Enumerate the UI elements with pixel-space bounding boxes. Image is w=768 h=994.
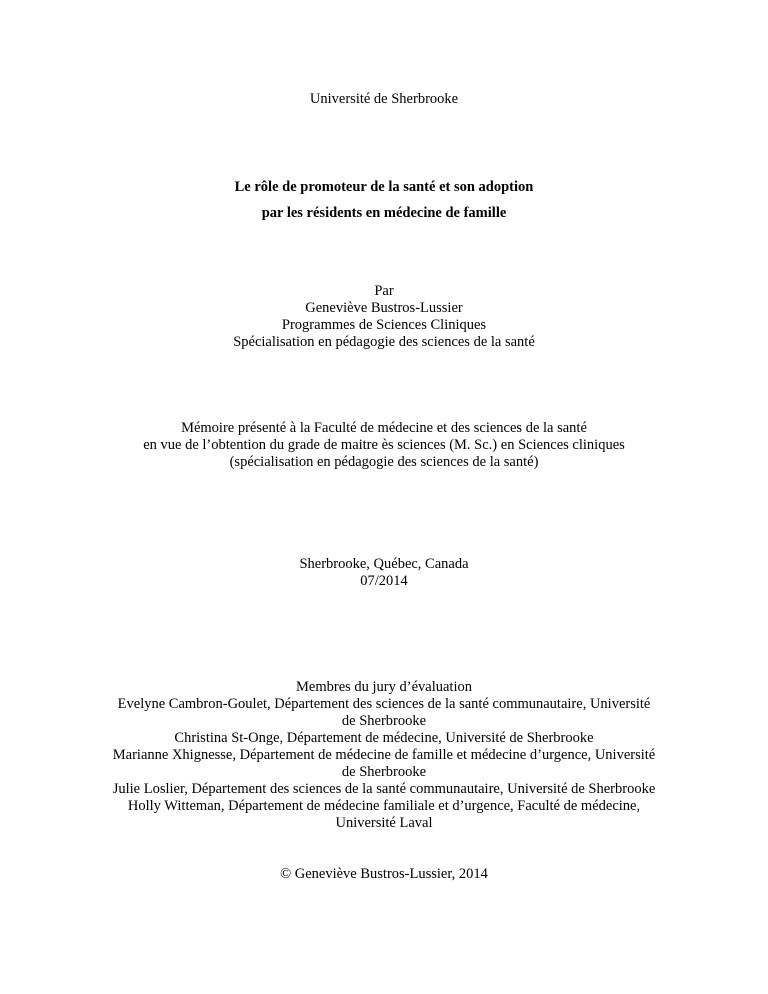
- university-header: [110, 91, 658, 108]
- copyright-text: © Geneviève Bustros-Lussier, 2014: [280, 866, 488, 882]
- author-block: [110, 283, 658, 351]
- place-date-block: [110, 556, 658, 590]
- copyright-notice: [110, 866, 658, 883]
- author-specialization: Spécialisation en pédagogie des sciences de la santé: [233, 334, 535, 350]
- author-by-label: Par: [374, 283, 394, 299]
- place-date: 07/2014: [360, 573, 408, 589]
- jury-member: Holly Witteman, Département de médecine familiale et d’urgence, Faculté de médecine, Université Laval: [127, 798, 641, 831]
- jury-member: Christina St-Onge, Département de médecine, Université de Sherbrooke: [174, 730, 594, 746]
- thesis-statement: [110, 420, 658, 471]
- thesis-statement-line-2: en vue de l’obtention du grade de maitre ès sciences (M. Sc.) en Sciences cliniques: [143, 437, 625, 453]
- thesis-title-line-1: Le rôle de promoteur de la santé et son adoption: [234, 179, 534, 195]
- jury-member: Marianne Xhignesse, Département de médecine de famille et médecine d’urgence, Université de Sherbrooke: [112, 747, 656, 780]
- jury-member: Julie Loslier, Département des sciences de la santé communautaire, Université de Sherbrooke: [112, 781, 656, 797]
- thesis-statement-line-3: (spécialisation en pédagogie des sciences de la santé): [229, 454, 539, 470]
- thesis-title-line-2: par les résidents en médecine de famille: [261, 205, 507, 221]
- author-program: Programmes de Sciences Cliniques: [281, 317, 487, 333]
- jury-block: [110, 679, 658, 832]
- university-name: Université de Sherbrooke: [309, 91, 459, 107]
- thesis-title: [110, 174, 658, 226]
- thesis-statement-line-1: Mémoire présenté à la Faculté de médecine et des sciences de la santé: [181, 420, 587, 436]
- jury-heading: Membres du jury d’évaluation: [296, 679, 472, 695]
- jury-member: Evelyne Cambron-Goulet, Département des sciences de la santé communautaire, Université de Sherbrooke: [117, 696, 651, 729]
- author-name: Geneviève Bustros-Lussier: [305, 300, 463, 316]
- place-location: Sherbrooke, Québec, Canada: [299, 556, 469, 572]
